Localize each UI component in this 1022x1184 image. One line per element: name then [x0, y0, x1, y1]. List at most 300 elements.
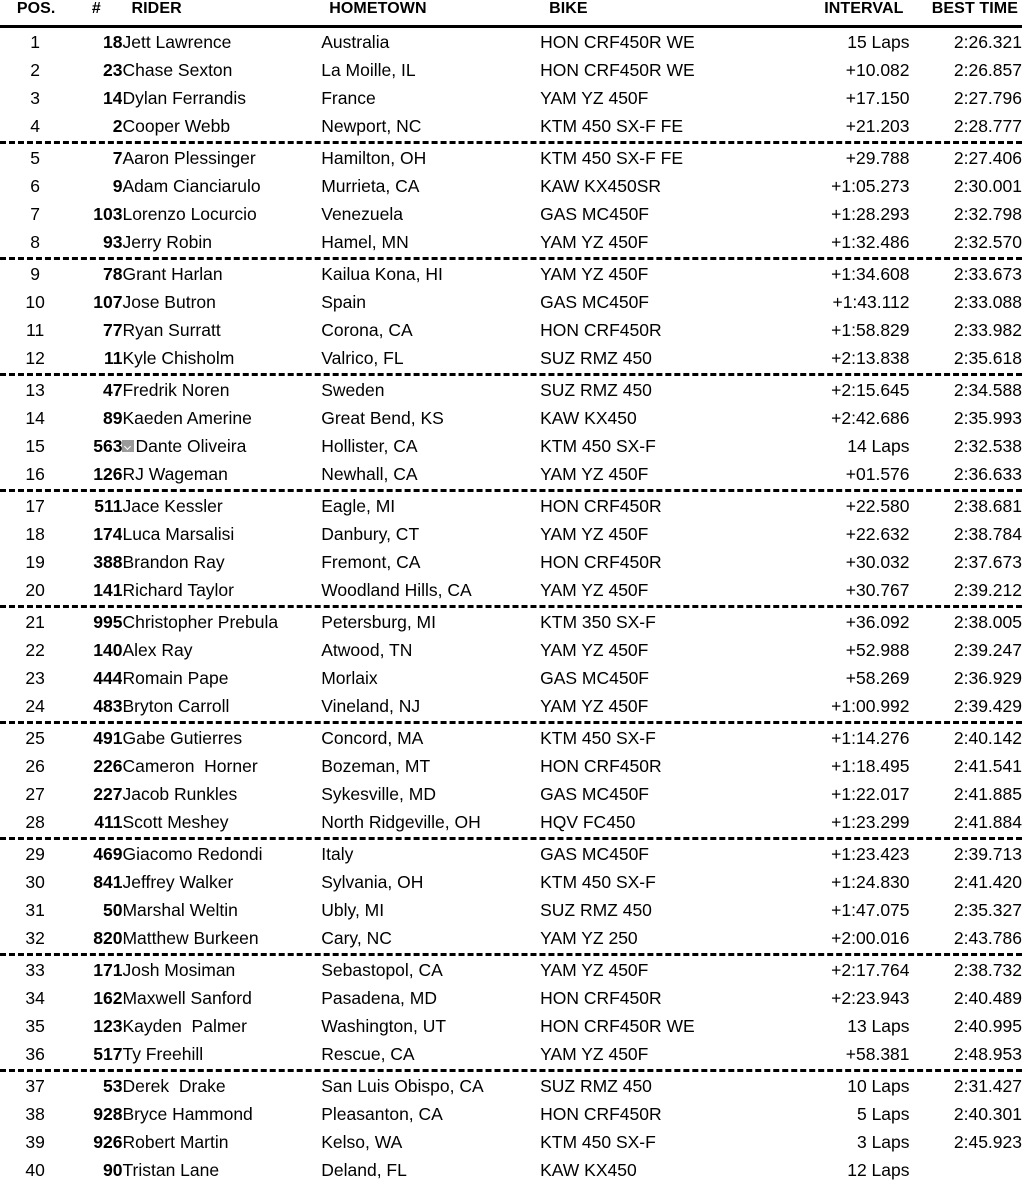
- cell-best-time: 2:40.995: [910, 1012, 1022, 1040]
- cell-best-time: 2:27.796: [910, 84, 1022, 112]
- cell-best-time: 2:40.142: [910, 724, 1022, 752]
- chevron-down-icon: [122, 440, 134, 452]
- cell-number: 226: [70, 752, 122, 780]
- table-row: [0, 144, 1022, 172]
- cell-hometown: Rescue, CA: [321, 1040, 540, 1068]
- cell-bike: KTM 450 SX-F: [540, 1128, 781, 1156]
- cell-interval: +30.767: [781, 576, 910, 604]
- cell-interval: +1:24.830: [781, 868, 910, 896]
- cell-position: 29: [0, 840, 70, 868]
- cell-position: 4: [0, 112, 70, 140]
- cell-rider: Kyle Chisholm: [122, 344, 321, 372]
- cell-number: 89: [70, 404, 122, 432]
- cell-hometown: Concord, MA: [321, 724, 540, 752]
- cell-rider: Romain Pape: [122, 664, 321, 692]
- cell-number: 174: [70, 520, 122, 548]
- column-header-rider: RIDER: [122, 0, 321, 25]
- cell-interval: +1:28.293: [781, 200, 910, 228]
- cell-rider: Giacomo Redondi: [122, 840, 321, 868]
- table-row: [0, 780, 1022, 808]
- cell-rider: Jerry Robin: [122, 228, 321, 256]
- cell-interval: +1:43.112: [781, 288, 910, 316]
- cell-number: 93: [70, 228, 122, 256]
- cell-best-time: 2:31.427: [910, 1072, 1022, 1100]
- cell-bike: YAM YZ 450F: [540, 520, 781, 548]
- cell-rider: Luca Marsalisi: [122, 520, 321, 548]
- cell-number: 18: [70, 27, 122, 57]
- cell-best-time: 2:37.673: [910, 548, 1022, 576]
- cell-interval: +2:15.645: [781, 376, 910, 404]
- cell-bike: SUZ RMZ 450: [540, 1072, 781, 1100]
- table-row: [0, 228, 1022, 256]
- cell-best-time: 2:39.212: [910, 576, 1022, 604]
- table-row: [0, 432, 1022, 460]
- cell-rider: Cooper Webb: [122, 112, 321, 140]
- cell-interval: 10 Laps: [781, 1072, 910, 1100]
- cell-hometown: Sykesville, MD: [321, 780, 540, 808]
- cell-rider: Fredrik Noren: [122, 376, 321, 404]
- table-row: [0, 840, 1022, 868]
- cell-bike: KTM 450 SX-F: [540, 868, 781, 896]
- cell-best-time: 2:45.923: [910, 1128, 1022, 1156]
- cell-position: 34: [0, 984, 70, 1012]
- cell-interval: +1:00.992: [781, 692, 910, 720]
- cell-hometown: Danbury, CT: [321, 520, 540, 548]
- cell-rider-label: Dante Oliveira: [135, 436, 246, 456]
- table-row: [0, 84, 1022, 112]
- cell-rider: Cameron Horner: [122, 752, 321, 780]
- cell-interval: +1:23.423: [781, 840, 910, 868]
- cell-bike: GAS MC450F: [540, 840, 781, 868]
- cell-interval: +58.269: [781, 664, 910, 692]
- cell-best-time: 2:33.982: [910, 316, 1022, 344]
- cell-bike: HON CRF450R: [540, 548, 781, 576]
- cell-rider: [122, 432, 321, 460]
- cell-interval: 12 Laps: [781, 1156, 910, 1184]
- cell-best-time: 2:40.489: [910, 984, 1022, 1012]
- cell-position: 19: [0, 548, 70, 576]
- cell-position: 3: [0, 84, 70, 112]
- cell-bike: HON CRF450R: [540, 984, 781, 1012]
- cell-bike: HON CRF450R: [540, 316, 781, 344]
- cell-interval: +52.988: [781, 636, 910, 664]
- cell-best-time: 2:40.301: [910, 1100, 1022, 1128]
- table-row: [0, 896, 1022, 924]
- column-header-number: #: [70, 0, 122, 25]
- cell-bike: KTM 450 SX-F FE: [540, 144, 781, 172]
- cell-number: 123: [70, 1012, 122, 1040]
- cell-bike: GAS MC450F: [540, 664, 781, 692]
- cell-rider: Maxwell Sanford: [122, 984, 321, 1012]
- cell-best-time: 2:36.929: [910, 664, 1022, 692]
- cell-bike: KAW KX450: [540, 404, 781, 432]
- cell-position: 26: [0, 752, 70, 780]
- cell-interval: 3 Laps: [781, 1128, 910, 1156]
- cell-interval: +2:13.838: [781, 344, 910, 372]
- cell-bike: KTM 450 SX-F: [540, 432, 781, 460]
- cell-rider: Alex Ray: [122, 636, 321, 664]
- cell-rider: Bryton Carroll: [122, 692, 321, 720]
- column-header-bike: BIKE: [540, 0, 781, 25]
- cell-number: 9: [70, 172, 122, 200]
- cell-hometown: Sweden: [321, 376, 540, 404]
- cell-rider: Grant Harlan: [122, 260, 321, 288]
- cell-number: 50: [70, 896, 122, 924]
- column-header-hometown: HOMETOWN: [321, 0, 540, 25]
- cell-bike: YAM YZ 450F: [540, 956, 781, 984]
- table-row: [0, 1012, 1022, 1040]
- cell-position: 24: [0, 692, 70, 720]
- cell-hometown: Great Bend, KS: [321, 404, 540, 432]
- cell-hometown: Bozeman, MT: [321, 752, 540, 780]
- cell-best-time: 2:39.247: [910, 636, 1022, 664]
- cell-position: 23: [0, 664, 70, 692]
- cell-position: 30: [0, 868, 70, 896]
- cell-hometown: Washington, UT: [321, 1012, 540, 1040]
- cell-rider: Richard Taylor: [122, 576, 321, 604]
- results-table-body: [0, 27, 1022, 1184]
- cell-number: 14: [70, 84, 122, 112]
- table-row: [0, 56, 1022, 84]
- table-row: [0, 344, 1022, 372]
- cell-hometown: Hamilton, OH: [321, 144, 540, 172]
- cell-rider: Josh Mosiman: [122, 956, 321, 984]
- cell-bike: KAW KX450SR: [540, 172, 781, 200]
- cell-position: 9: [0, 260, 70, 288]
- cell-bike: KTM 450 SX-F: [540, 724, 781, 752]
- table-row: [0, 260, 1022, 288]
- table-row: [0, 1072, 1022, 1100]
- cell-number: 171: [70, 956, 122, 984]
- cell-best-time: 2:39.713: [910, 840, 1022, 868]
- cell-hometown: Corona, CA: [321, 316, 540, 344]
- cell-position: 25: [0, 724, 70, 752]
- cell-best-time: 2:33.673: [910, 260, 1022, 288]
- table-row: [0, 1040, 1022, 1068]
- table-row: [0, 868, 1022, 896]
- cell-bike: HON CRF450R WE: [540, 56, 781, 84]
- cell-rider: Jose Butron: [122, 288, 321, 316]
- cell-bike: KTM 350 SX-F: [540, 608, 781, 636]
- cell-hometown: Spain: [321, 288, 540, 316]
- cell-best-time: 2:27.406: [910, 144, 1022, 172]
- cell-hometown: Australia: [321, 27, 540, 57]
- cell-number: 11: [70, 344, 122, 372]
- cell-best-time: [910, 1156, 1022, 1184]
- table-row: [0, 956, 1022, 984]
- cell-hometown: Hamel, MN: [321, 228, 540, 256]
- cell-position: 12: [0, 344, 70, 372]
- cell-interval: 13 Laps: [781, 1012, 910, 1040]
- cell-bike: GAS MC450F: [540, 780, 781, 808]
- cell-bike: GAS MC450F: [540, 288, 781, 316]
- cell-best-time: 2:38.732: [910, 956, 1022, 984]
- cell-best-time: 2:34.588: [910, 376, 1022, 404]
- cell-position: 11: [0, 316, 70, 344]
- table-row: [0, 752, 1022, 780]
- cell-position: 13: [0, 376, 70, 404]
- cell-number: 227: [70, 780, 122, 808]
- cell-bike: YAM YZ 450F: [540, 1040, 781, 1068]
- cell-position: 10: [0, 288, 70, 316]
- cell-best-time: 2:35.993: [910, 404, 1022, 432]
- cell-number: 7: [70, 144, 122, 172]
- cell-bike: HON CRF450R WE: [540, 1012, 781, 1040]
- cell-position: 37: [0, 1072, 70, 1100]
- cell-position: 15: [0, 432, 70, 460]
- cell-interval: +22.632: [781, 520, 910, 548]
- cell-number: 517: [70, 1040, 122, 1068]
- cell-position: 33: [0, 956, 70, 984]
- table-row: [0, 492, 1022, 520]
- cell-hometown: Kelso, WA: [321, 1128, 540, 1156]
- cell-best-time: 2:38.005: [910, 608, 1022, 636]
- cell-hometown: San Luis Obispo, CA: [321, 1072, 540, 1100]
- cell-number: 563: [70, 432, 122, 460]
- cell-number: 388: [70, 548, 122, 576]
- cell-rider: Ty Freehill: [122, 1040, 321, 1068]
- cell-position: 39: [0, 1128, 70, 1156]
- table-row: [0, 576, 1022, 604]
- cell-hometown: Murrieta, CA: [321, 172, 540, 200]
- cell-position: 6: [0, 172, 70, 200]
- cell-rider: Kaeden Amerine: [122, 404, 321, 432]
- cell-number: 820: [70, 924, 122, 952]
- table-row: [0, 608, 1022, 636]
- cell-hometown: Woodland Hills, CA: [321, 576, 540, 604]
- cell-best-time: 2:48.953: [910, 1040, 1022, 1068]
- cell-rider: Bryce Hammond: [122, 1100, 321, 1128]
- cell-rider: Derek Drake: [122, 1072, 321, 1100]
- header-row: [0, 0, 1022, 25]
- cell-interval: +1:05.273: [781, 172, 910, 200]
- column-header-position: POS.: [0, 0, 70, 25]
- cell-position: 5: [0, 144, 70, 172]
- cell-interval: +1:14.276: [781, 724, 910, 752]
- cell-position: 1: [0, 27, 70, 57]
- cell-rider: Marshal Weltin: [122, 896, 321, 924]
- cell-position: 8: [0, 228, 70, 256]
- table-row: [0, 404, 1022, 432]
- cell-number: 107: [70, 288, 122, 316]
- cell-best-time: 2:32.538: [910, 432, 1022, 460]
- cell-bike: SUZ RMZ 450: [540, 344, 781, 372]
- cell-rider: Jacob Runkles: [122, 780, 321, 808]
- cell-rider: Christopher Prebula: [122, 608, 321, 636]
- cell-hometown: Sylvania, OH: [321, 868, 540, 896]
- cell-bike: HQV FC450: [540, 808, 781, 836]
- table-row: [0, 288, 1022, 316]
- cell-hometown: Valrico, FL: [321, 344, 540, 372]
- cell-number: 444: [70, 664, 122, 692]
- cell-bike: YAM YZ 450F: [540, 576, 781, 604]
- cell-hometown: La Moille, IL: [321, 56, 540, 84]
- cell-position: 20: [0, 576, 70, 604]
- cell-interval: +2:23.943: [781, 984, 910, 1012]
- table-row: [0, 636, 1022, 664]
- table-row: [0, 692, 1022, 720]
- cell-hometown: France: [321, 84, 540, 112]
- cell-interval: +2:42.686: [781, 404, 910, 432]
- cell-number: 141: [70, 576, 122, 604]
- cell-number: 995: [70, 608, 122, 636]
- table-row: [0, 316, 1022, 344]
- cell-rider: Matthew Burkeen: [122, 924, 321, 952]
- cell-interval: +22.580: [781, 492, 910, 520]
- cell-number: 491: [70, 724, 122, 752]
- cell-number: 841: [70, 868, 122, 896]
- cell-position: 14: [0, 404, 70, 432]
- cell-rider: RJ Wageman: [122, 460, 321, 488]
- cell-rider: Ryan Surratt: [122, 316, 321, 344]
- cell-rider: Kayden Palmer: [122, 1012, 321, 1040]
- cell-bike: YAM YZ 450F: [540, 260, 781, 288]
- table-row: [0, 520, 1022, 548]
- cell-rider: Robert Martin: [122, 1128, 321, 1156]
- cell-rider: Brandon Ray: [122, 548, 321, 576]
- cell-interval: +1:23.299: [781, 808, 910, 836]
- cell-position: 40: [0, 1156, 70, 1184]
- cell-interval: +1:47.075: [781, 896, 910, 924]
- cell-number: 411: [70, 808, 122, 836]
- cell-rider: Jace Kessler: [122, 492, 321, 520]
- cell-position: 16: [0, 460, 70, 488]
- cell-interval: +17.150: [781, 84, 910, 112]
- cell-rider: Chase Sexton: [122, 56, 321, 84]
- cell-interval: +1:32.486: [781, 228, 910, 256]
- cell-interval: 15 Laps: [781, 27, 910, 57]
- cell-interval: +10.082: [781, 56, 910, 84]
- cell-bike: YAM YZ 450F: [540, 228, 781, 256]
- cell-number: 90: [70, 1156, 122, 1184]
- cell-position: 21: [0, 608, 70, 636]
- column-header-interval: INTERVAL: [781, 0, 910, 25]
- cell-best-time: 2:32.570: [910, 228, 1022, 256]
- cell-position: 28: [0, 808, 70, 836]
- cell-number: 47: [70, 376, 122, 404]
- cell-rider: Tristan Lane: [122, 1156, 321, 1184]
- cell-number: 78: [70, 260, 122, 288]
- table-row: [0, 724, 1022, 752]
- cell-rider: Lorenzo Locurcio: [122, 200, 321, 228]
- cell-best-time: 2:28.777: [910, 112, 1022, 140]
- table-row: [0, 112, 1022, 140]
- cell-bike: HON CRF450R WE: [540, 27, 781, 57]
- table-row: [0, 27, 1022, 57]
- cell-hometown: Italy: [321, 840, 540, 868]
- cell-best-time: 2:26.857: [910, 56, 1022, 84]
- cell-best-time: 2:35.327: [910, 896, 1022, 924]
- cell-interval: +2:00.016: [781, 924, 910, 952]
- cell-interval: +29.788: [781, 144, 910, 172]
- cell-best-time: 2:35.618: [910, 344, 1022, 372]
- cell-number: 126: [70, 460, 122, 488]
- cell-hometown: Newport, NC: [321, 112, 540, 140]
- cell-hometown: Kailua Kona, HI: [321, 260, 540, 288]
- cell-hometown: Deland, FL: [321, 1156, 540, 1184]
- cell-rider: Aaron Plessinger: [122, 144, 321, 172]
- cell-interval: +30.032: [781, 548, 910, 576]
- cell-number: 926: [70, 1128, 122, 1156]
- cell-bike: KAW KX450: [540, 1156, 781, 1184]
- cell-number: 483: [70, 692, 122, 720]
- cell-interval: +1:18.495: [781, 752, 910, 780]
- cell-best-time: 2:41.420: [910, 868, 1022, 896]
- cell-hometown: Pleasanton, CA: [321, 1100, 540, 1128]
- cell-rider: Gabe Gutierres: [122, 724, 321, 752]
- cell-position: 32: [0, 924, 70, 952]
- cell-position: 35: [0, 1012, 70, 1040]
- cell-position: 22: [0, 636, 70, 664]
- cell-interval: +21.203: [781, 112, 910, 140]
- cell-number: 469: [70, 840, 122, 868]
- table-row: [0, 808, 1022, 836]
- cell-rider: Scott Meshey: [122, 808, 321, 836]
- cell-bike: HON CRF450R: [540, 492, 781, 520]
- cell-hometown: Eagle, MI: [321, 492, 540, 520]
- table-row: [0, 548, 1022, 576]
- cell-best-time: 2:38.681: [910, 492, 1022, 520]
- cell-position: 17: [0, 492, 70, 520]
- table-row: [0, 200, 1022, 228]
- cell-best-time: 2:36.633: [910, 460, 1022, 488]
- cell-number: 2: [70, 112, 122, 140]
- cell-hometown: Petersburg, MI: [321, 608, 540, 636]
- cell-bike: KTM 450 SX-F FE: [540, 112, 781, 140]
- cell-hometown: Venezuela: [321, 200, 540, 228]
- cell-interval: +1:34.608: [781, 260, 910, 288]
- cell-hometown: North Ridgeville, OH: [321, 808, 540, 836]
- cell-interval: 5 Laps: [781, 1100, 910, 1128]
- table-row: [0, 1128, 1022, 1156]
- cell-bike: GAS MC450F: [540, 200, 781, 228]
- cell-interval: +01.576: [781, 460, 910, 488]
- cell-position: 31: [0, 896, 70, 924]
- cell-position: 7: [0, 200, 70, 228]
- cell-position: 27: [0, 780, 70, 808]
- cell-interval: 14 Laps: [781, 432, 910, 460]
- cell-hometown: Fremont, CA: [321, 548, 540, 576]
- cell-bike: SUZ RMZ 450: [540, 896, 781, 924]
- table-row: [0, 172, 1022, 200]
- cell-interval: +1:58.829: [781, 316, 910, 344]
- cell-best-time: 2:33.088: [910, 288, 1022, 316]
- cell-number: 511: [70, 492, 122, 520]
- cell-hometown: Hollister, CA: [321, 432, 540, 460]
- table-row: [0, 1100, 1022, 1128]
- cell-position: 18: [0, 520, 70, 548]
- cell-hometown: Newhall, CA: [321, 460, 540, 488]
- cell-best-time: 2:41.885: [910, 780, 1022, 808]
- cell-position: 36: [0, 1040, 70, 1068]
- cell-number: 53: [70, 1072, 122, 1100]
- cell-rider: Dylan Ferrandis: [122, 84, 321, 112]
- results-table-header: [0, 0, 1022, 27]
- table-row: [0, 924, 1022, 952]
- cell-number: 140: [70, 636, 122, 664]
- cell-hometown: Morlaix: [321, 664, 540, 692]
- cell-best-time: 2:43.786: [910, 924, 1022, 952]
- cell-bike: YAM YZ 250: [540, 924, 781, 952]
- cell-rider: Jeffrey Walker: [122, 868, 321, 896]
- cell-bike: YAM YZ 450F: [540, 692, 781, 720]
- cell-bike: YAM YZ 450F: [540, 84, 781, 112]
- cell-best-time: 2:32.798: [910, 200, 1022, 228]
- cell-interval: +58.381: [781, 1040, 910, 1068]
- table-row: [0, 376, 1022, 404]
- cell-rider: Jett Lawrence: [122, 27, 321, 57]
- cell-bike: HON CRF450R: [540, 1100, 781, 1128]
